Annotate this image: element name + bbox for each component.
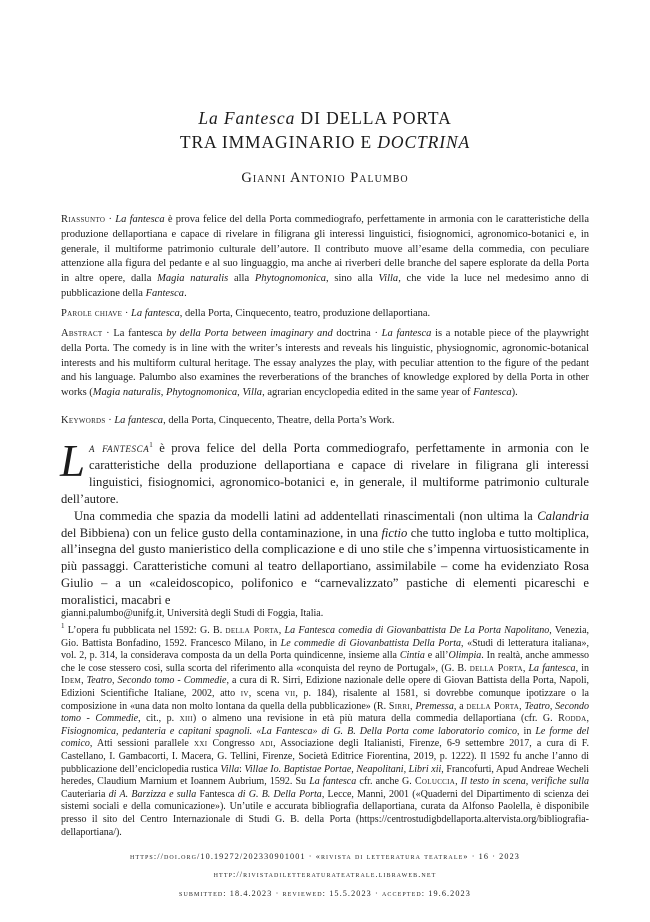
abstract-text: is a notable piece of the playwright della Porta. The comedy is in line with the writer’s interests and reveals his linguistic, physiognomic, agronomic-botanical interests and his multiform cultural heritage. The essay analyzes the play, with peculiar attention to the figure of the pedant and his language. Palumbo also examines the reverberations of the branches of knowledge explored by della Porta in other works ( <box>61 328 589 399</box>
fn-text: , Lecce, Manni, 2001 («Quaderni del Dipartimento di scienza dei sistemi sociali e della comunicazione»). Un’utile e accurata bibliografia dellaportiana, curata da Alfonso Paolella, è disponibile presso il sito del Centro Internazionale di Studi G. B. della Porta (https://centrostudigbdellaporta.altervista.org/bibliografia-dellaportiana/). <box>61 788 590 838</box>
fn-text: , in <box>517 725 536 737</box>
abstract-em: by della Porta between imaginary and <box>166 328 333 339</box>
author-name: Gianni Antonio Palumbo <box>241 170 409 186</box>
fn-sc: vii <box>284 687 296 699</box>
abstract-text: ). <box>511 387 518 399</box>
separator: · <box>122 308 131 319</box>
body-paragraph-2 <box>61 508 589 609</box>
body-text-span: Una commedia che spazia da modelli latini ad addentellati rinascimentali (non ultima la <box>74 508 538 523</box>
keywords-text: , della Porta, Cinquecento, Theatre, della Porta’s Work. <box>163 415 395 426</box>
fn-text: , p. 184), risalente al 1581, si dovrebbe comunque ipotizzare o la composizione in «una data non molto lontana da quella della pubblicazione» (R. <box>61 687 589 712</box>
abstract-text: , <box>160 387 167 399</box>
abstract-block <box>61 327 589 401</box>
fn-sc: Sirri <box>388 700 410 712</box>
fn-sc: xxi <box>194 738 208 750</box>
riassunto-em: Fantesca <box>145 287 185 299</box>
fn-sc: xiii <box>179 713 193 725</box>
abstract-text: La fantesca <box>113 328 167 339</box>
title-line-1-rest: DI DELLA PORTA <box>295 108 452 128</box>
body-em: Calandria <box>537 508 589 523</box>
fn-em: Le forme del comico <box>61 725 590 750</box>
separator: · <box>105 214 116 225</box>
fn-sc: Idem <box>61 675 82 687</box>
abstract-em: Fantesca <box>473 387 512 399</box>
title-line-2-pre: TRA IMMAGINARIO E <box>179 132 378 152</box>
footnote-number: 1 <box>61 622 65 630</box>
fn-em: di A. Barzizza e sulla <box>108 788 197 800</box>
fn-em: Villa <box>220 763 240 775</box>
riassunto-text: alla <box>228 273 255 285</box>
riassunto-label: Riassunto <box>61 214 106 225</box>
parole-chiave-block <box>61 307 589 322</box>
riassunto-block <box>61 213 589 302</box>
riassunto-text: è prova felice del della Porta commediografo, perfettamente in armonia con le caratteristiche della produzione dellaportiana e capace di rivelare in filigrana gli interessi linguistici, fisiognomici, agronomico-botanici e, in generale, il multiforme patrimonio culturale dell’autore. Il contributo muove all’esame della commedia, con peculiare attenzione alla figura del pedante e al suo linguaggio, ma anche ai riverberi delle branche del sapere esplorate da della Porta in altre opere, dalla <box>61 214 589 285</box>
riassunto-em: Villa <box>378 273 399 285</box>
fn-em: Villae Io. Baptistae Portae, Neapolitani, Libri xii <box>244 763 442 775</box>
title-doctrina: DOCTRINA <box>377 132 471 152</box>
title-line-1 <box>0 106 650 130</box>
fn-em: Premessa <box>415 700 454 712</box>
doi-line[interactable]: https://doi.org/10.19272/202330901001 · «rivista di letteratura teatrale» · 16 · 2023 <box>130 852 520 861</box>
fn-em: Teatro, Secondo tomo - Commedie <box>86 675 227 687</box>
footnote-1 <box>61 622 590 839</box>
body-text <box>60 436 589 609</box>
fn-text: Congresso <box>207 738 260 750</box>
footnote-ref-1[interactable]: 1 <box>149 441 153 449</box>
keywords-label: Keywords <box>61 415 106 426</box>
abstract-em: La fantesca <box>381 328 432 339</box>
fn-text: L’opera fu pubblicata nel 1592: G. B. <box>64 625 226 636</box>
submission-dates: submitted: 18.4.2023 · reviewed: 15.5.2023 · accepted: 19.6.2023 <box>179 889 471 898</box>
fn-sc: iv <box>240 687 249 699</box>
abstract-em: Villa <box>242 387 263 399</box>
parole-chiave-label: Parole chiave <box>61 308 123 319</box>
fn-text: , a <box>453 700 467 712</box>
fn-em: Olimpia <box>448 650 482 662</box>
fn-sc: Rodda <box>558 713 587 725</box>
fn-em: Le commedie di Giovanbattista Della Porta <box>280 637 462 649</box>
abstract-text: , agrarian encyclopedia edited in the same year of <box>262 387 474 399</box>
abstract-label: Abstract <box>61 328 103 339</box>
fn-text: e all’ <box>424 650 449 662</box>
riassunto-text: , sino alla <box>326 273 379 285</box>
body-text-span: è prova felice del della Porta commediografo, perfettamente in armonia con le caratteristiche della produzione dellaportiana e capace di rivelare in filigrana gli interessi linguistici, fisiognomici, agronomico-botanici e, in generale, il multiforme patrimonio culturale dell’autore. <box>61 441 589 506</box>
fn-text: , «Studi di letteratura italiana», vol. 2, p. 314, la considerava composta da un della Porta quindicenne, insieme alla <box>61 637 589 662</box>
body-text-span: del Bibbiena) con un felice gusto della contaminazione, in una <box>61 525 382 540</box>
fn-em: La Fantesca comedia di Giovanbattista De La Porta Napolitano <box>284 625 550 636</box>
body-paragraph-1 <box>60 436 589 508</box>
abstract-em: Phytognomonica <box>166 387 238 399</box>
fn-em: La fantesca <box>309 776 357 788</box>
lead-words: a fantesca <box>89 441 150 455</box>
abstract-text: doctrina · <box>332 328 382 339</box>
fn-text: ) o almeno una revisione in età più matura della commedia dellaportiana (cfr. G. <box>192 713 559 725</box>
separator: · <box>105 415 115 426</box>
keywords-block <box>61 414 589 429</box>
fn-text: Cauteriaria <box>61 788 109 800</box>
body-text-span: che tutto ingloba e tutto moltiplica, all’insegna del gusto manieristico della complicazione e di uno stile che s’impenna virtuosisticamente in più passaggi. Caratteristiche comuni al teatro dellaportiano, assimilabile – come ha evidenziato Rosa Giulio – a un «caleidoscopico, polifonico e “carnevalizzato” pastiche di elementi picareschi e moralistici, macabri e <box>61 525 589 608</box>
riassunto-em: Magia naturalis <box>157 273 229 285</box>
riassunto-text: . <box>184 287 187 299</box>
fn-text: : <box>239 763 245 775</box>
fn-em: Fisiognomica, pedanteria e capitani spagnoli. «La Fantesca» di G. B. Della Porta come laboratorio comico <box>61 725 517 737</box>
fn-em: Il testo in scena, verifiche sulla <box>460 776 589 788</box>
fn-text: , Venezia, Gio. Battista Bonfadino, 1592. Francesco Milano, in <box>61 625 590 649</box>
riassunto-text: , che vide la luce nel medesimo anno di pubblicazione della <box>61 273 590 299</box>
fn-em: La fantesca <box>528 662 576 674</box>
fn-em: Teatro, Secondo tomo - Commedie <box>61 700 590 725</box>
fn-text: , Francofurti, Apud Andreae Wecheli heredes, Claudium Marnium et Ioannem Aubrium, 1592. Su <box>61 763 589 788</box>
fn-sc: della Porta <box>466 700 520 712</box>
fn-text: , <box>522 662 529 674</box>
fn-text: , <box>81 675 87 687</box>
fn-sc: adi <box>259 738 274 750</box>
body-em: fictio <box>381 525 408 540</box>
riassunto-em: Phytognomonica <box>254 273 327 285</box>
separator: · <box>102 328 114 339</box>
fn-text: , in <box>575 662 590 674</box>
title-play-name: La Fantesca <box>198 108 296 128</box>
fn-em: Cintia <box>399 650 425 662</box>
fn-text: , Atti sessioni parallele <box>89 738 194 750</box>
abstract-em: Magia naturalis <box>92 387 161 399</box>
fn-sc: della Porta <box>225 625 279 636</box>
fn-text: , <box>519 700 525 712</box>
keywords-em: La fantesca <box>114 415 164 426</box>
parole-em: La fantesca <box>131 308 180 319</box>
fn-text: . In realtà, anche ammesso che le cose stessero così, sulla scorta del riferimento alla «conquista del reyno de Portugal», (G. B. <box>61 650 589 674</box>
fn-text: Fantesca <box>196 788 238 800</box>
author-affiliation: gianni.palumbo@unifg.it, Università degli Studi di Foggia, Italia. <box>61 608 324 619</box>
abstract-text: , <box>237 387 243 399</box>
parole-text: , della Porta, Cinquecento, teatro, produzione dellaportiana. <box>179 308 431 319</box>
fn-text: , a cura di R. Sirri, Edizione nazionale delle opere di Giovan Battista della Porta, Napoli, Edizioni Scientifiche Italiane, 2002, atto <box>61 675 589 699</box>
title-line-2 <box>0 130 650 154</box>
fn-sc: della Porta <box>469 662 523 674</box>
fn-text: , Associazione degli Italianisti, Firenze, 6-9 settembre 2017, a cura di F. Castellano, I. Gambacorti, I. Macera, G. Tellini, Firenze, Società Editrice Fiorentina, 2019, p. 1222). Il 1592 fu anche l’anno di pubblicazione dell’enciclopedia rustica <box>61 738 589 775</box>
fn-text: cfr. anche G. <box>356 776 415 788</box>
journal-url[interactable]: http://rivistadiletteraturateatrale.libraweb.net <box>213 870 437 879</box>
fn-em: di G. B. Della Porta <box>237 788 322 800</box>
fn-text: , cit., p. <box>138 713 180 725</box>
fn-text: , <box>409 700 416 712</box>
article-title <box>0 106 650 154</box>
fn-text: , <box>455 776 461 788</box>
fn-text: , <box>586 713 590 725</box>
riassunto-em: La fantesca <box>115 214 165 225</box>
fn-text: , scena <box>248 687 285 699</box>
drop-cap: L <box>60 436 86 486</box>
fn-text: , <box>278 625 285 636</box>
fn-sc: Coluccia <box>414 776 456 788</box>
